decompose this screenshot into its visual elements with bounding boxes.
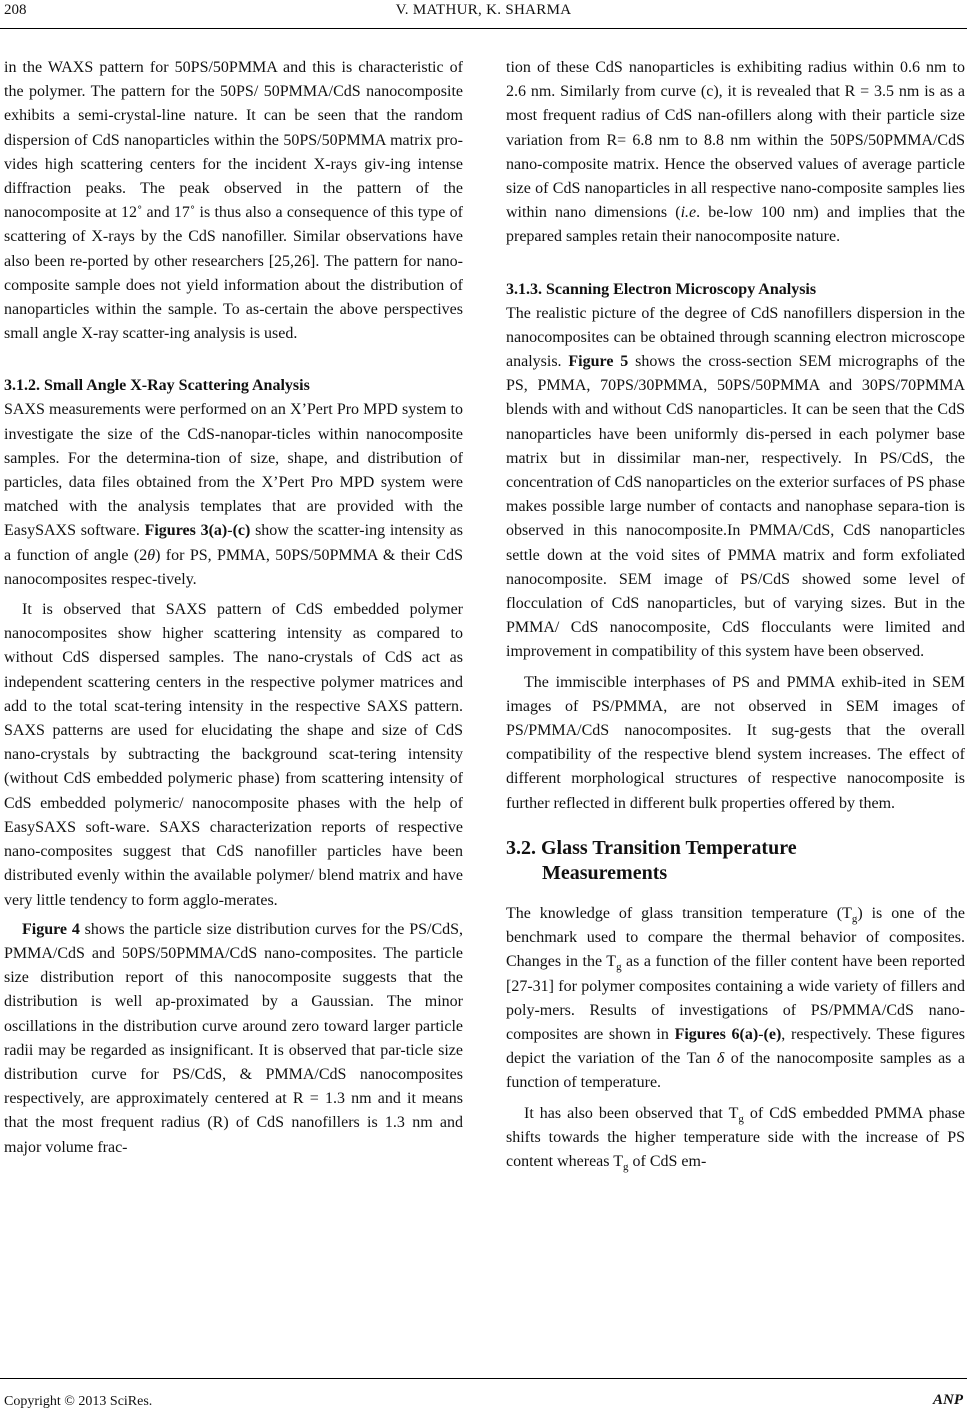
section-heading-3-2: 3.2. Glass Transition Temperature Measurements (506, 836, 797, 884)
paragraph: tion of these CdS nanoparticles is exhibiting radius within 0.6 nm to 2.6 nm. Similarly from curve (c), it is revealed that R = 3.5 nm is as a most frequent radius of CdS nan-ofillers along with their particle size variation from R= 6.8 nm to 8.8 nm within the 50PS/50PMMA/CdS nano-composite matrix. Hence the observed values of average particle size of CdS nanoparticles in all respective nano-composite samples lies within nano dimensions (i.e. be-low 100 nm) and implies that the prepared samples retain their nanocomposite nature. (506, 59, 966, 246)
paragraph: The realistic picture of the degree of CdS nanofillers dispersion in the nanocomposites can be obtained through scanning electron microscope analysis. Figure 5 shows the cross-section SEM micrographs of the PS, PMMA, 70PS/30PMMA, 50PS/50PMMA and 30PS/70PMMA blends with and without CdS nanoparticles. It can be seen that the CdS nanoparticles have been uniformly dis-persed in each polymer base matrix but in dissimilar man-ner, respectively. In PS/CdS, the concentration of CdS nanoparticles on the exterior surfaces of PS phase makes possible large number of contacts and nanophase separa-tion is observed in this nanocomposite.In PMMA/CdS, CdS nanoparticles settle down at the void sites of PMMA matrix and form exfoliated nanocomposite. SEM image of PS/CdS showed some level of flocculation of CdS nanoparticles, but of varying sizes. But in the PMMA/ CdS nanocomposite, CdS flocculants were limited and improvement in compatibility of this system have been observed. (506, 304, 965, 661)
right-column (506, 56, 965, 1174)
paragraph: It has also been observed that $T_g$ of CdS embedded PMMA phase shifts towards the higher temperature side with the increase of PS content whereas $T_g$ of CdS em- (506, 1104, 965, 1174)
figure-ref[interactable]: Figure 4 (22, 920, 80, 938)
paragraph: The knowledge of glass transition temperature $(T_g)$ is one of the benchmark used to compare the thermal behavior of composites. Changes in the $T_g$ as a function of the filler content have been reported [27-31] for polymer composites containing a wide variety of fillers and poly-mers. Results of investigations of PS/PMMA/CdS nano-composites are shown in Figures 6(a)-(e), respectively. These figures depict the variation of the Tan δ of the nanocomposite samples as a function of temperature. (506, 904, 966, 1092)
figure-ref[interactable]: Figure 5 (568, 353, 629, 371)
figure-ref[interactable]: (e) (763, 1025, 782, 1043)
paragraph: in the WAXS pattern for 50PS/50PMMA and this is characteristic of the polymer. The pattern for the 50PS/ 50PMMA/CdS nanocomposite exhibits a semi-crystal-line nature. It can be seen that the random dispersion of CdS nanoparticles within the 50PS/50PMMA matrix pro-vides high scattering centers for the incident X-rays giv-ing intense diffraction peaks. The peak observed in the pattern of the nanocomposite at 12˚ and 17˚ is thus also a consequence of this type of scattering of X-rays by the CdS nanofiller. Similar observations have also been re-ported by other researchers [25,26]. The pattern for nano-composite sample does not yield information about the distribution of nanoparticles within the sample. To as-certain the above perspectives small angle X-ray scatter-ing analysis is used. (4, 59, 463, 343)
figure-ref[interactable]: (c) (232, 522, 251, 540)
paragraph: The immiscible interphases of PS and PMMA exhib-ited in SEM images of PS/PMMA, are not observed in SEM images of PS/PMMA/CdS nanocomposites. It sug-gests that the overall compatibility of the respective blend system increases. The effect of different morphological structures of respective nanocomposite is further reflected in different bulk properties offered by them. (506, 673, 965, 812)
paragraph: SAXS measurements were performed on an X’Pert Pro MPD system to investigate the size of the CdS-nanopar-ticles within nanocomposite samples. For the determina-tion of size, shape, and distribution of particles, data files obtained from the X’Pert Pro MPD system were matched with the analysis templates that are provided with the EasySAXS software. Figures 3(a)-(c) show the scatter-ing intensity as a function of angle (2θ) for PS, PMMA, 50PS/50PMMA & their CdS nanocomposites respec-tively. (4, 401, 463, 588)
footer-rule (0, 1378, 967, 1379)
running-title: V. MATHUR, K. SHARMA (395, 2, 572, 18)
copyright-notice: Copyright © 2013 SciRes. (4, 1394, 153, 1409)
paragraph: Figure 4 shows the particle size distribution curves for the PS/CdS, PMMA/CdS and 50PS/50PMMA/CdS nano-composites. The particle size distribution report of this nanocomposite suggests that the distribution is well ap-proximated by a Gaussian. The minor oscillations in the distribution curve around zero toward larger particle radii may be regarded as insignificant. It is observed that par-ticle size distribution curve for PS/CdS, & PMMA/CdS nanocomposites respectively, are approximately centered at R = 1.3 nm and it means that the most frequent radius (R) of CdS nanofillers is 1.3 nm and major volume frac- (4, 920, 464, 1156)
figure-ref[interactable]: Figures 6(a) (674, 1025, 759, 1043)
journal-name: ANP (933, 1392, 963, 1408)
section-heading-3-1-2: 3.1.2. Small Angle X-Ray Scattering Analysis (4, 377, 310, 395)
left-column (4, 56, 463, 1160)
header-rule (0, 28, 967, 29)
figure-ref[interactable]: Figures 3(a) (144, 522, 228, 540)
page-header (0, 0, 967, 26)
paragraph: It is observed that SAXS pattern of CdS embedded polymer nanocomposites show higher scattering intensity as compared to without CdS dispersed samples. The nano-crystals of CdS act as independent scattering centers in the respective polymer matrices and add to the total scat-tering intensity in the respective SAXS pattern. SAXS patterns are used for elucidating the shape and size of CdS nano-crystals by subtracting the background scat-tering intensity (without CdS embedded polymeric phase) from scattering intensity of CdS embedded polymeric/ nanocomposite phases with the help of EasySAXS soft-ware. SAXS characterization reports of respective nano-composites suggest that CdS nanofiller particles have been distributed evenly within the available polymer/ blend matrix and have very little tendency to form agglo-merates. (4, 601, 463, 909)
page-number: 208 (4, 2, 27, 18)
section-heading-3-1-3: 3.1.3. Scanning Electron Microscopy Analysis (506, 280, 817, 298)
page-footer (0, 1378, 967, 1408)
